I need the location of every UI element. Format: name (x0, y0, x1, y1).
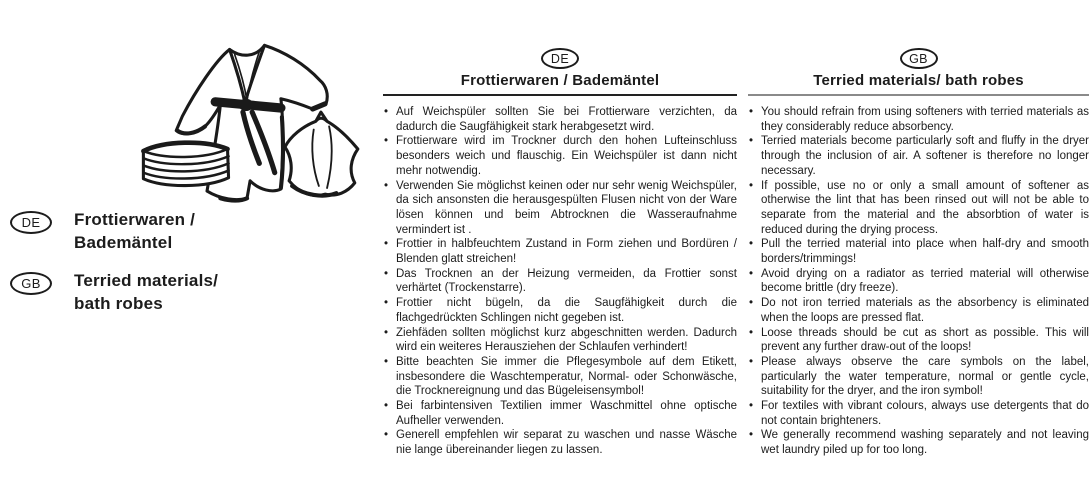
bullet-item: • Generell empfehlen wir separat zu waschen und nasse Wäsche nie lange übereinander liegen zu lassen. (383, 428, 737, 457)
bathrobe-and-towels-illustration (128, 6, 364, 212)
german-bullet-list (383, 105, 737, 458)
bullet-item: • Bei farbintensiven Textilien immer Waschmittel ohne optische Aufheller verwenden. (383, 399, 737, 428)
bullet-item: • Das Trocknen an der Heizung vermeiden, da Frottier sonst verhärtet (Trockenstarre). (383, 267, 737, 296)
bullet-item: • Avoid drying on a radiator as terried material will otherwise become brittle (dry freeze). (748, 267, 1089, 296)
bullet-item: • For textiles with vibrant colours, always use detergents that do not contain brighteners. (748, 399, 1089, 428)
language-entry-gb (10, 269, 355, 315)
bullet-item: • Frottier nicht bügeln, da die Saugfähigkeit durch die flachgedrückten Schlingen nicht gegeben ist. (383, 296, 737, 325)
de-title-line-2: Bademäntel (74, 233, 173, 252)
de-section-badge: DE (541, 48, 579, 69)
bullet-item: • Bitte beachten Sie immer die Pflegesymbole auf dem Etikett, insbesondere die Waschtemperatur, Normal- oder Schonwäsche, die Trocknereignung und das Bügeleisensymbol! (383, 355, 737, 399)
bullet-item: • Pull the terried material into place when half-dry and smooth borders/trimmings! (748, 237, 1089, 266)
language-index (10, 208, 355, 330)
de-title-line-1: Frottierwaren / (74, 210, 196, 229)
language-entry-de (10, 208, 355, 254)
english-header-rule (748, 94, 1089, 96)
gb-section-badge: GB (900, 48, 938, 69)
gb-language-title (74, 269, 218, 315)
bullet-item: • Terried materials become particularly soft and fluffy in the dryer through the inclusion of air. A softener is therefore no longer necessary. (748, 134, 1089, 178)
bullet-item: • Do not iron terried materials as the absorbency is eliminated when the loops are pressed flat. (748, 296, 1089, 325)
bathrobe-sketch-icon (128, 6, 364, 212)
english-section-header (748, 48, 1089, 96)
section-english (748, 48, 1089, 458)
english-bullet-list (748, 105, 1089, 458)
english-section-title: Terried materials/ bath robes (813, 72, 1024, 89)
gb-title-line-1: Terried materials/ (74, 271, 219, 290)
bullet-item: • We generally recommend washing separately and not leaving wet laundry piled up for too long. (748, 428, 1089, 457)
bullet-item: • Loose threads should be cut as short as possible. This will prevent any further draw-out of the loops! (748, 326, 1089, 355)
german-header-rule (383, 94, 737, 96)
bullet-item: • Verwenden Sie möglichst keinen oder nur sehr wenig Weichspüler, da sich ansonsten die herausgespülten Flusen nicht von der Ware lösen können und beim Abtrocknen die Wasseraufnahme vermindert ist . (383, 179, 737, 238)
bullet-item: • You should refrain from using softeners with terried materials as they considerably reduce absorbency. (748, 105, 1089, 134)
german-section-header (383, 48, 737, 96)
bullet-item: • Ziehfäden sollten möglichst kurz abgeschnitten werden. Dadurch wird ein weiteres Herausziehen der Schlaufen verhindert! (383, 326, 737, 355)
de-language-badge: DE (10, 211, 52, 234)
section-german (383, 48, 737, 458)
de-language-title (74, 208, 195, 254)
german-section-title: Frottierwaren / Bademäntel (460, 72, 660, 89)
bullet-item: • Auf Weichspüler sollten Sie bei Frottierware verzichten, da dadurch die Saugfähigkeit stark herabgesetzt wird. (383, 105, 737, 134)
bullet-item: • Please always observe the care symbols on the label, particularly the water temperature, normal or gentle cycle, suitability for the dryer, and the iron symbol! (748, 355, 1089, 399)
bullet-item: • Frottier in halbfeuchtem Zustand in Form ziehen und Bordüren / Blenden glatt streichen! (383, 237, 737, 266)
bullet-item: • Frottierware wird im Trockner durch den hohen Lufteinschluss besonders weich und flauschig. Ein Weichspüler ist dann nicht mehr notwendig. (383, 134, 737, 178)
bullet-item: • If possible, use no or only a small amount of softener as otherwise the lint that has been rinsed out will not be able to separate from the material and the absorbtion of water is reduced during the drying process. (748, 179, 1089, 238)
gb-title-line-2: bath robes (74, 294, 163, 313)
gb-language-badge: GB (10, 272, 52, 295)
